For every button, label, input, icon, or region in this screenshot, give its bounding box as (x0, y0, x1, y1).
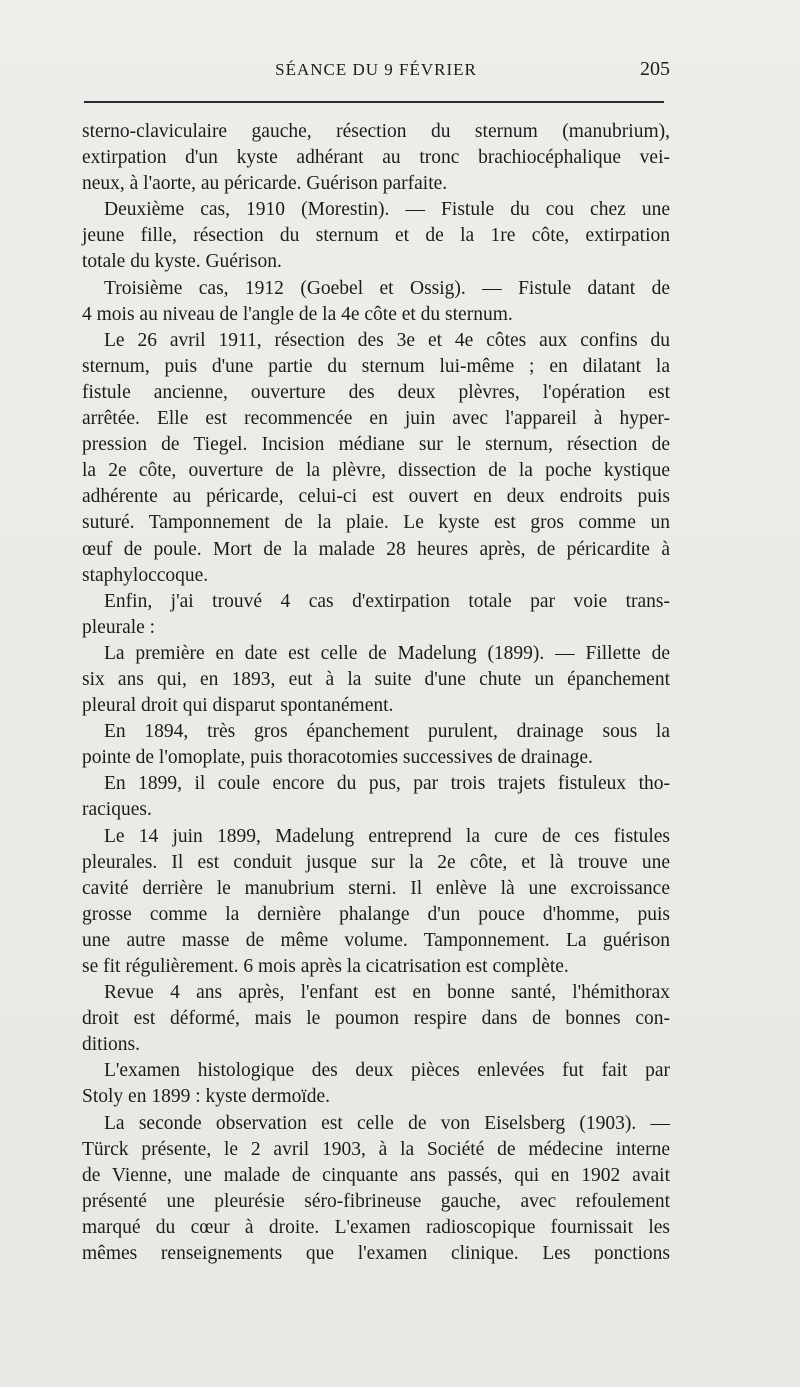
text-line: La seconde observation est celle de von Eiselsberg (1903). — (104, 1112, 670, 1134)
text-line: fistule ancienne, ouverture des deux plèvres, l'opération est (82, 381, 670, 403)
text-line: pointe de l'omoplate, puis thoracotomies successives de drainage. (82, 747, 593, 769)
text-line: L'examen histologique des deux pièces enlevées fut fait par (104, 1060, 670, 1082)
text-line: se fit régulièrement. 6 mois après la cicatrisation est complète. (82, 956, 569, 977)
text-line: Revue 4 ans après, l'enfant est en bonne santé, l'hémithorax (104, 982, 670, 1004)
running-title: SÉANCE DU 9 FÉVRIER (275, 60, 477, 79)
text-line: de Vienne, une malade de cinquante ans passés, qui en 1902 avait (82, 1164, 670, 1186)
text-line: la 2e côte, ouverture de la plèvre, dissection de la poche kystique (82, 460, 670, 482)
text-line: marqué du cœur à droite. L'examen radioscopique fournissait les (82, 1216, 670, 1238)
text-line: suturé. Tamponnement de la plaie. Le kyste est gros comme un (82, 512, 670, 534)
text-line: Troisième cas, 1912 (Goebel et Ossig). — Fistule datant de (104, 277, 670, 299)
text-line: ditions. (82, 1034, 140, 1056)
text-line: pleural droit qui disparut spontanément. (82, 695, 394, 717)
text-line: 4 mois au niveau de l'angle de la 4e côte et du sternum. (82, 303, 513, 325)
running-head (82, 60, 670, 86)
text-line: La première en date est celle de Madelung (1899). — Fillette de (104, 642, 670, 664)
text-line: présenté une pleurésie séro-fibrineuse gauche, avec refoulement (82, 1190, 670, 1212)
text-line: grosse comme la dernière phalange d'un pouce d'homme, puis (82, 903, 670, 925)
text-line: une autre masse de même volume. Tamponnement. La guérison (82, 929, 670, 951)
text-line: mêmes renseignements que l'examen clinique. Les ponctions (82, 1243, 670, 1265)
text-line: En 1894, très gros épanchement purulent, drainage sous la (104, 721, 670, 743)
text-line: œuf de poule. Mort de la malade 28 heures après, de péricardite à (82, 538, 670, 560)
text-line: Enfin, j'ai trouvé 4 cas d'extirpation totale par voie trans- (104, 590, 670, 612)
text-line: extirpation d'un kyste adhérant au tronc brachiocéphalique vei- (82, 147, 670, 169)
text-line: Türck présente, le 2 avril 1903, à la Société de médecine interne (82, 1138, 670, 1160)
text-line: Le 26 avril 1911, résection des 3e et 4e côtes aux confins du (104, 329, 670, 351)
text-line: pression de Tiegel. Incision médiane sur le sternum, résection de (82, 434, 670, 456)
text-line: raciques. (82, 799, 152, 821)
page-number: 205 (640, 58, 670, 80)
text-line: Deuxième cas, 1910 (Morestin). — Fistule du cou chez une (104, 199, 670, 221)
text-line: arrêtée. Elle est recommencée en juin avec l'appareil à hyper- (82, 408, 670, 430)
text-line: cavité derrière le manubrium sterni. Il enlève là une excroissance (82, 877, 670, 899)
text-line: Stoly en 1899 : kyste dermoïde. (82, 1086, 331, 1108)
body-text (82, 119, 670, 1267)
text-line: En 1899, il coule encore du pus, par trois trajets fistuleux tho- (104, 773, 670, 795)
text-line: totale du kyste. Guérison. (82, 251, 282, 273)
text-line: six ans qui, en 1893, eut à la suite d'une chute un épanchement (82, 668, 670, 690)
text-line: adhérente au péricarde, celui-ci est ouvert en deux endroits puis (82, 486, 670, 508)
text-line: neux, à l'aorte, au péricarde. Guérison parfaite. (82, 173, 448, 195)
text-line: staphyloccoque. (82, 564, 209, 586)
text-line: pleurales. Il est conduit jusque sur la 2e côte, et là trouve une (82, 851, 670, 873)
text-line: sternum, puis d'une partie du sternum lui-même ; en dilatant la (82, 355, 670, 377)
text-line: droit est déformé, mais le poumon respire dans de bonnes con- (82, 1008, 670, 1030)
text-line: pleurale : (82, 616, 156, 638)
header-rule (84, 101, 664, 103)
text-line: Le 14 juin 1899, Madelung entreprend la cure de ces fistules (104, 825, 670, 847)
text-line: jeune fille, résection du sternum et de la 1re côte, extirpation (82, 225, 670, 247)
text-line: sterno-claviculaire gauche, résection du sternum (manubrium), (82, 121, 670, 142)
